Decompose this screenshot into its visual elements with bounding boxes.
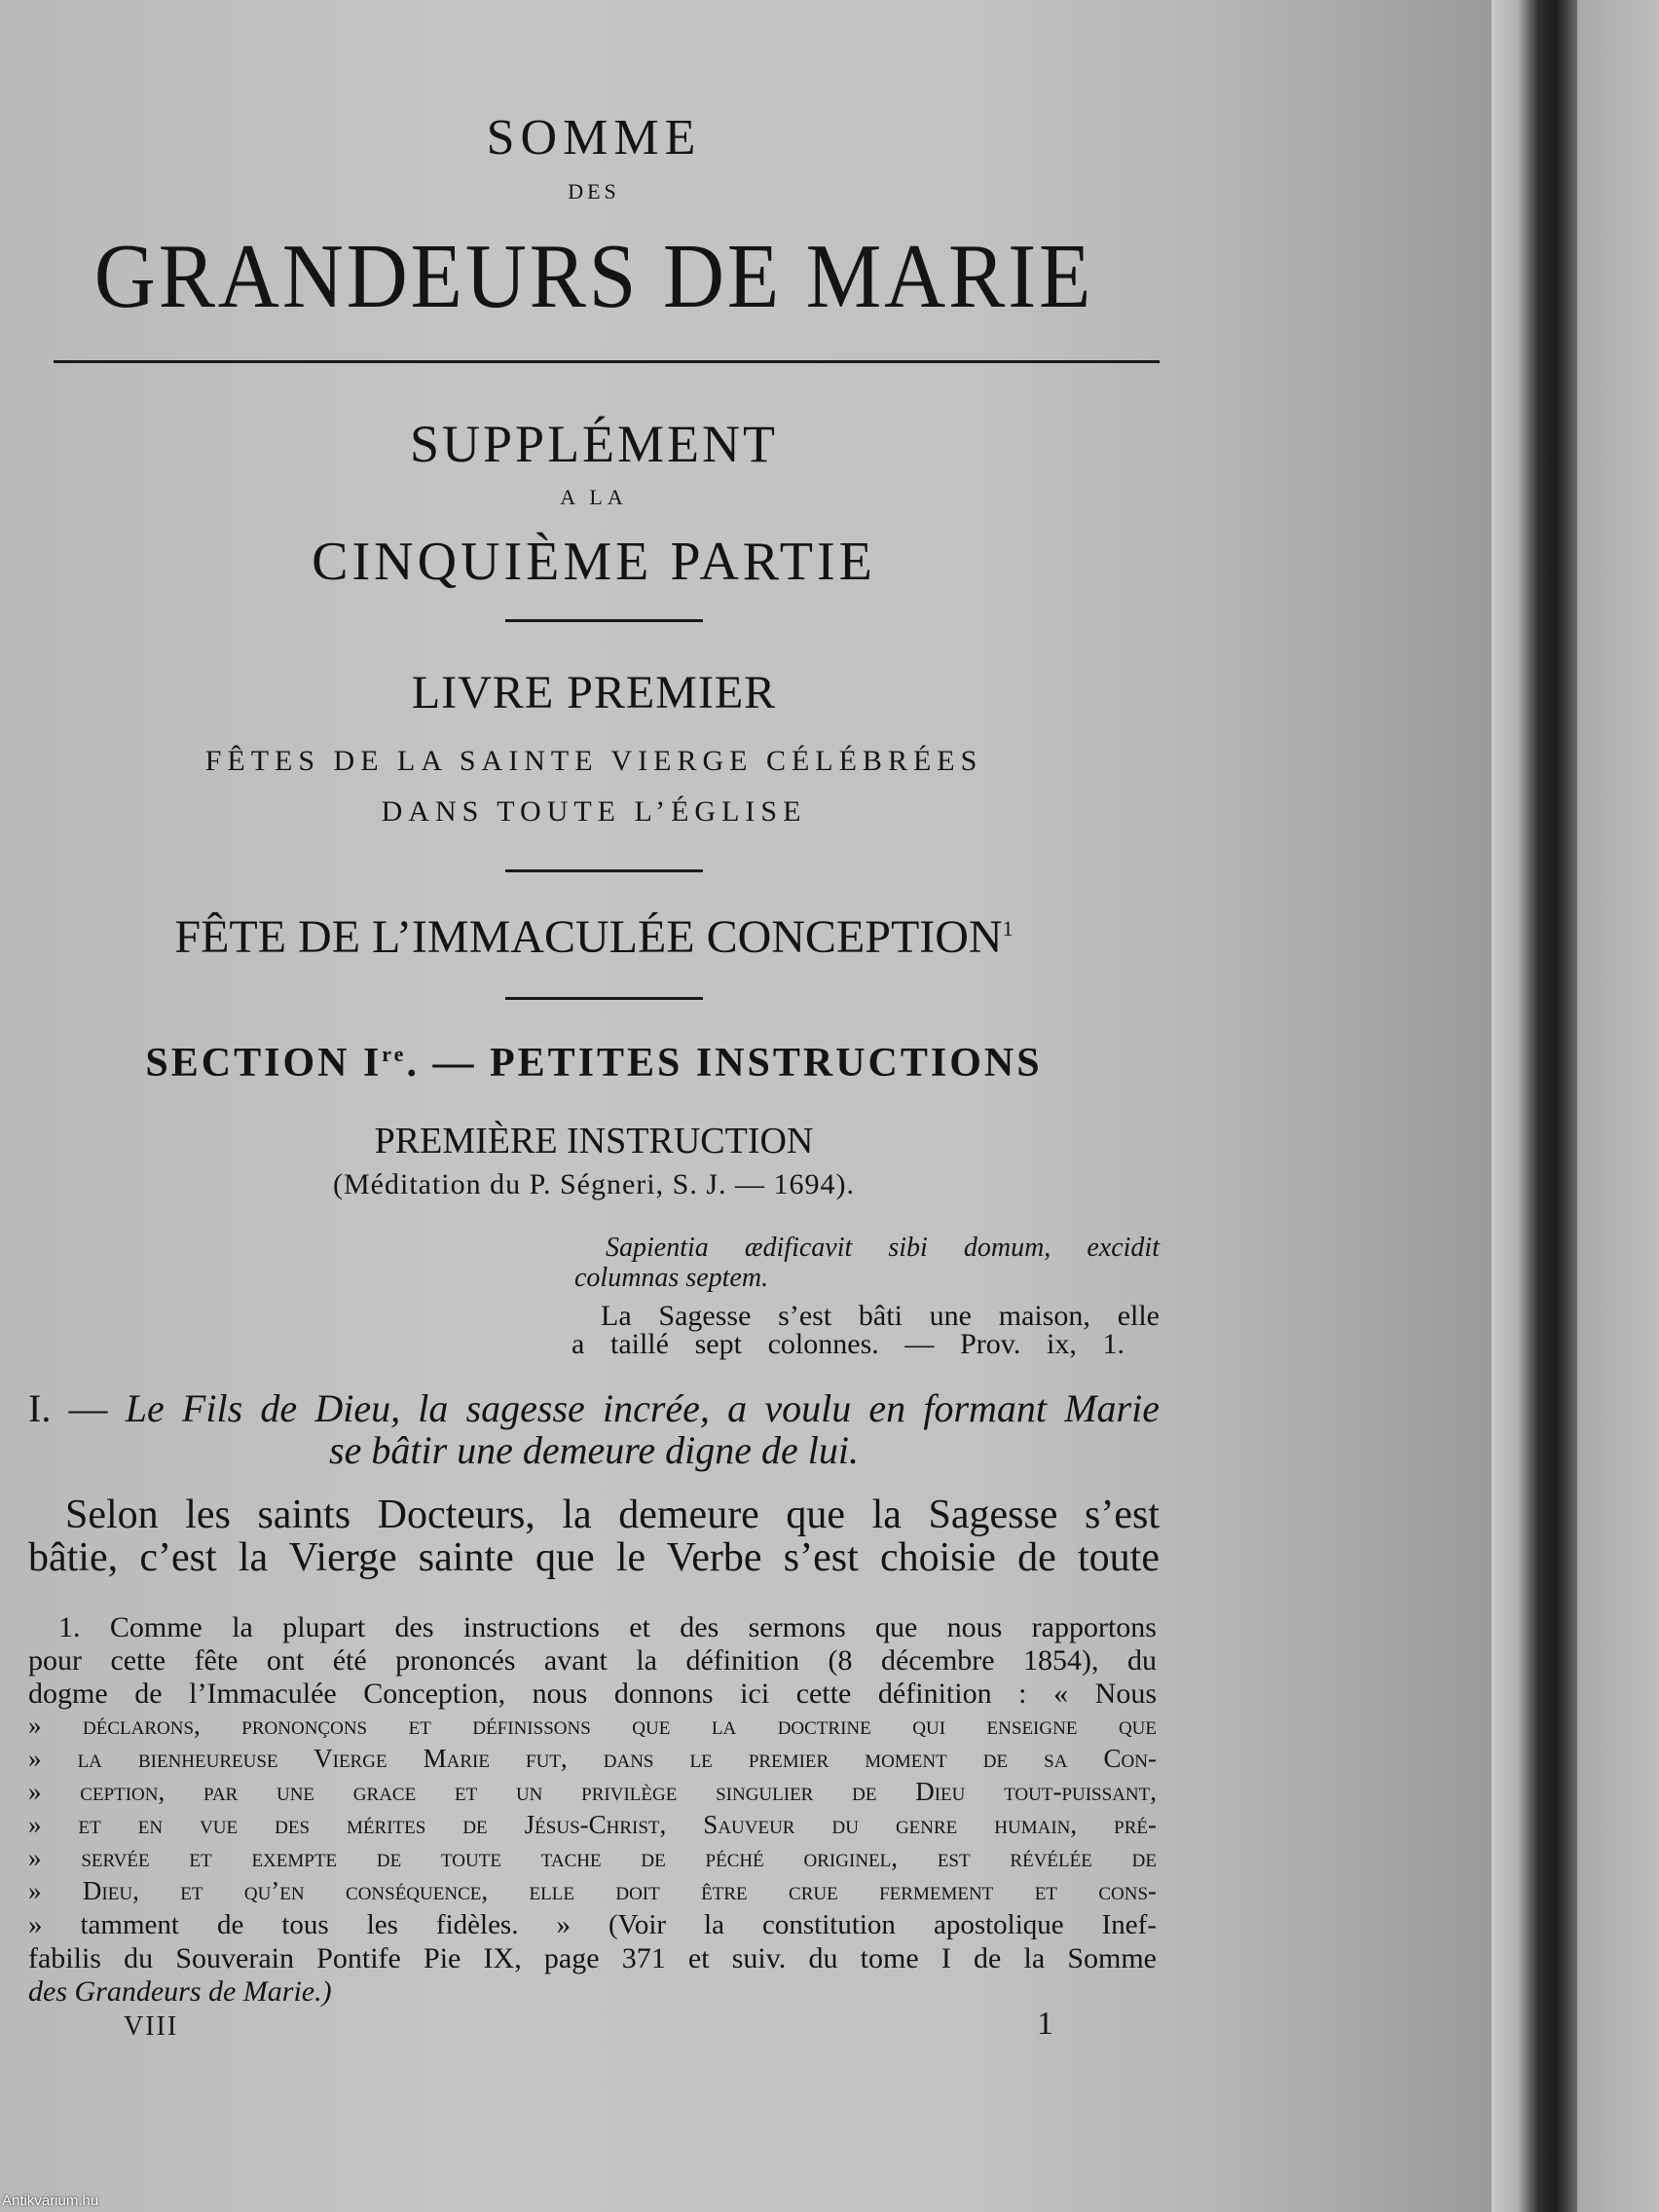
book-title: GRANDEURS DE MARIE: [93, 226, 1094, 327]
supplement-title: SUPPLÉMENT: [409, 415, 779, 473]
footnote-line: » déclarons, prononçons et définissons que la doctrine qui enseigne que: [28, 1711, 1157, 1740]
epigraph-french-1: La Sagesse s’est bâti une maison, elle: [601, 1300, 1160, 1332]
section-rest: . — PETITES INSTRUCTIONS: [406, 1041, 1043, 1086]
heading-I-line1: [28, 1385, 1160, 1431]
epigraph-latin-2: columnas septem.: [574, 1263, 769, 1293]
rule: [505, 997, 703, 1000]
footnote-ref: 1: [1002, 916, 1014, 940]
footnote-line: pour cette fête ont été prononcés avant la définition (8 décembre 1854), du: [28, 1644, 1157, 1677]
livre-subtitle-2: DANS TOUTE L’ÉGLISE: [381, 795, 807, 828]
footnote-line: dogme de l’Immaculée Conception, nous donnons ici cette définition : « Nous: [28, 1677, 1157, 1710]
instruction-source: (Méditation du P. Ségneri, S. J. — 1694).: [333, 1168, 855, 1200]
rule: [505, 869, 703, 872]
livre-subtitle-1: FÊTES DE LA SAINTE VIERGE CÉLÉBRÉES: [204, 745, 983, 777]
signature-mark: VIII: [124, 2011, 179, 2042]
footnote-line: » la bienheureuse Vierge Marie fut, dans le premier moment de sa Con-: [28, 1744, 1157, 1773]
epigraph-latin-1: Sapientia ædificavit sibi domum, excidit: [606, 1233, 1160, 1263]
rule: [505, 619, 703, 622]
section-heading: [28, 1040, 1160, 1087]
heading-I-num: I. —: [28, 1386, 126, 1430]
footnote-line: » ception, par une grace et un privilège singulier de Dieu tout-puissant,: [28, 1777, 1157, 1806]
instruction-title: PREMIÈRE INSTRUCTION: [374, 1121, 814, 1161]
livre-title: LIVRE PREMIER: [411, 667, 777, 719]
section-sup: re: [382, 1042, 407, 1066]
footnote-line: » servée et exempte de toute tache de péché originel, est révélée de: [28, 1843, 1157, 1872]
title-rule: [54, 360, 1160, 363]
fete-title: [28, 910, 1160, 964]
footnote-line: 1. Comme la plupart des instructions et des sermons que nous rapportons: [58, 1611, 1157, 1643]
epigraph-french-2: a taillé sept colonnes. — Prov. ix, 1.: [571, 1328, 1124, 1360]
watermark: Antikvárium.hu: [2, 2193, 99, 2209]
supplement-a-la: A LA: [560, 485, 628, 509]
header-des: DES: [568, 179, 620, 203]
footnote-line: » et en vue des mérites de Jésus-Christ, Sauveur du genre humain, pré-: [28, 1810, 1157, 1839]
body-line-2: bâtie, c’est la Vierge sainte que le Verbe s’est choisie de toute: [28, 1535, 1160, 1580]
footnote-line: » Dieu, et qu’en conséquence, elle doit être crue fermement et cons-: [28, 1876, 1157, 1905]
book-cover-edge: [1577, 0, 1659, 2212]
body-line-1: Selon les saints Docteurs, la demeure que la Sagesse s’est: [65, 1493, 1160, 1537]
page-number: 1: [1037, 2006, 1053, 2042]
section-label: SECTION I: [145, 1041, 383, 1086]
footnote-line: » tamment de tous les fidèles. » (Voir la constitution apostolique Inef-: [28, 1909, 1157, 1940]
book-spine: [1492, 0, 1577, 2212]
supplement-part: CINQUIÈME PARTIE: [312, 532, 876, 592]
fete-title-text: FÊTE DE L’IMMACULÉE CONCEPTION: [174, 911, 1003, 963]
header-somme: SOMME: [486, 110, 702, 166]
heading-I-line2: se bâtir une demeure digne de lui.: [329, 1428, 859, 1472]
footnote-line: fabilis du Souverain Pontife Pie IX, page 371 et suiv. du tome I de la Somme: [28, 1942, 1157, 1974]
heading-I-text: Le Fils de Dieu, la sagesse incrée, a voulu en formant Marie: [125, 1386, 1160, 1430]
footnote-line: des Grandeurs de Marie.): [28, 1975, 332, 2008]
